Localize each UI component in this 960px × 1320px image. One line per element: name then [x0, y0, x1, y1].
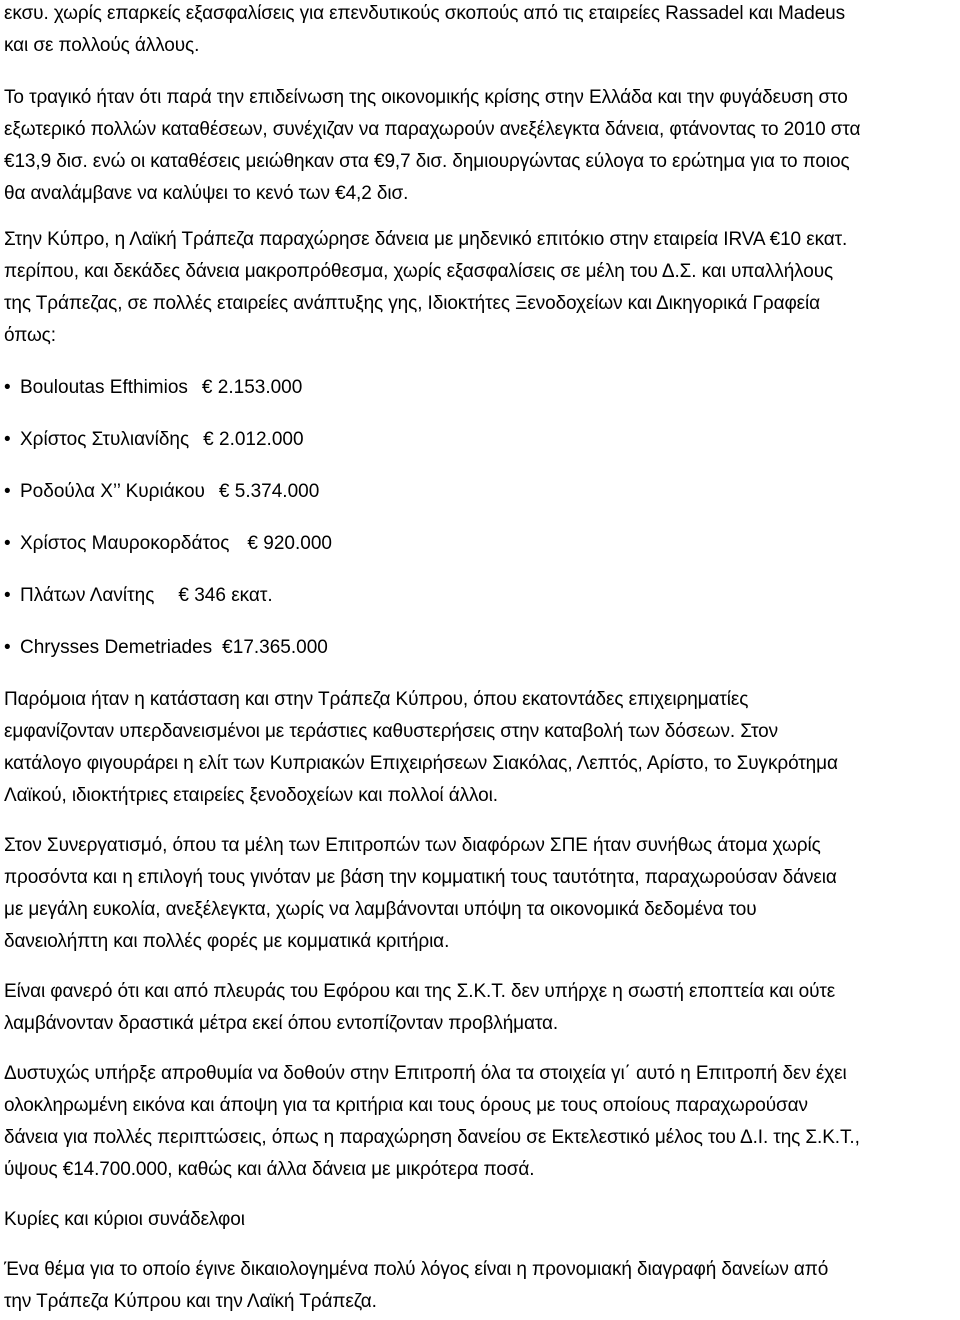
- list-item: [4, 478, 319, 506]
- bullet-icon: •: [4, 637, 11, 658]
- bullet-icon: •: [4, 429, 11, 450]
- list-item-amount: 2.153.000: [217, 377, 303, 398]
- list-item: [4, 634, 328, 662]
- text-line: Είναι φανερό ότι και από πλευράς του Εφόρου και της Σ.Κ.Τ. δεν υπήρχε η σωστή εποπτεία και ούτε: [4, 981, 836, 1002]
- text-line: λαμβάνονταν δραστικά μέτρα εκεί όπου εντοπίζονταν προβλήματα.: [4, 1013, 559, 1034]
- text-line: κατάλογο φιγουράρει η ελίτ των Κυπριακών Επιχειρήσεων Σιακόλας, Λεπτός, Αρίστο, το Συγκρότημα: [4, 753, 838, 774]
- list-item-name: Χρίστος Μαυροκορδάτος: [20, 533, 230, 554]
- text-line: θα αναλάμβανε να καλύψει το κενό των €4,2 δισ.: [4, 183, 409, 204]
- bullet-icon: •: [4, 585, 11, 606]
- text-line: όπως:: [4, 325, 56, 346]
- text-line: Ένα θέμα για το οποίο έγινε δικαιολογημένα πολύ λόγος είναι η προνομιακή διαγραφή δανείων από: [4, 1259, 829, 1280]
- text-line: περίπου, και δεκάδες δάνεια μακροπρόθεσμα, χωρίς εξασφαλίσεις σε μέλη του Δ.Σ. και υπαλλήλους: [4, 261, 834, 282]
- list-item-amount: 2.012.000: [219, 429, 304, 450]
- text-line: δανειολήπτη και πολλές φορές με κομματικά κριτήρια.: [4, 931, 450, 952]
- euro-icon: €: [203, 429, 214, 450]
- euro-icon: €: [222, 637, 233, 658]
- text-line: και σε πολλούς άλλους.: [4, 35, 200, 56]
- list-item-name: Bouloutas Efthimios: [20, 377, 188, 398]
- list-item: [4, 530, 332, 558]
- text-line: Στην Κύπρο, η Λαϊκή Τράπεζα παραχώρησε δάνεια με μηδενικό επιτόκιο στην εταιρεία IRVA €10 εκατ.: [4, 229, 848, 250]
- list-item-amount: 17.365.000: [232, 637, 328, 658]
- text-line: Στον Συνεργατισμό, όπου τα μέλη των Επιτροπών των διαφόρων ΣΠΕ ήταν συνήθως άτομα χωρίς: [4, 835, 821, 856]
- text-line: €13,9 δισ. ενώ οι καταθέσεις μειώθηκαν στα €9,7 δισ. δημιουργώντας εύλογα το ερώτημα για το ποιος: [4, 151, 850, 172]
- text-line: προσόντα και η επιλογή τους γινόταν με βάση την κομματική τους ταυτότητα, παραχωρούσαν δάνεια: [4, 867, 837, 888]
- euro-icon: €: [201, 377, 213, 398]
- list-item-name: Ροδούλα Χ’’ Κυριάκου: [20, 481, 205, 502]
- bullet-icon: •: [4, 481, 11, 502]
- text-line: Το τραγικό ήταν ότι παρά την επιδείνωση της οικονομικής κρίσης στην Ελλάδα και την φυγάδευση στο: [4, 87, 848, 108]
- text-line: Λαϊκού, ιδιοκτήτριες εταιρείες ξενοδοχείων και πολλοί άλλοι.: [4, 785, 498, 806]
- list-item-amount: 920.000: [263, 533, 332, 554]
- text-line: εμφανίζονταν υπερδανεισμένοι με τεράστιες καθυστερήσεις στην καταβολή των δόσεων. Στον: [4, 721, 778, 742]
- text-line: Κυρίες και κύριοι συνάδελφοι: [4, 1209, 245, 1230]
- text-line: ύψους €14.700.000, καθώς και άλλα δάνεια με μικρότερα ποσά.: [4, 1159, 535, 1180]
- text-line: Παρόμοια ήταν η κατάσταση και στην Τράπεζα Κύπρου, όπου εκατοντάδες επιχειρηματίες: [4, 689, 749, 710]
- euro-icon: €: [218, 481, 230, 502]
- bullet-icon: •: [4, 377, 11, 398]
- list-item-name: Χρίστος Στυλιανίδης: [20, 429, 190, 450]
- euro-icon: €: [247, 533, 258, 554]
- text-line: εξωτερικό πολλών καταθέσεων, συνέχιζαν να παραχωρούν ανεξέλεγκτα δάνεια, φτάνοντας το 2010 στα: [4, 119, 861, 140]
- text-line: την Τράπεζα Κύπρου και την Λαϊκή Τράπεζα.: [4, 1291, 377, 1312]
- list-item: [4, 374, 302, 402]
- euro-icon: €: [178, 585, 189, 606]
- list-item-name: Πλάτων Λανίτης: [20, 585, 155, 606]
- text-line: με μεγάλη ευκολία, ανεξέλεγκτα, χωρίς να λαμβάνονται υπόψη τα οικονομικά δεδομένα του: [4, 899, 757, 920]
- list-item-name: Chrysses Demetriades: [20, 637, 213, 658]
- list-item: [4, 582, 273, 610]
- list-item: [4, 426, 304, 454]
- bullet-icon: •: [4, 533, 11, 554]
- text-line: Δυστυχώς υπήρξε απροθυμία να δοθούν στην Επιτροπή όλα τα στοιχεία γι΄ αυτό η Επιτροπή δεν έχει: [4, 1063, 847, 1084]
- text-line: δάνεια για πολλές περιπτώσεις, όπως η παραχώρηση δανείου σε Εκτελεστικό μέλος του Δ.Ι. της Σ.Κ.Τ.,: [4, 1127, 860, 1148]
- list-item-amount: 346 εκατ.: [194, 585, 273, 606]
- text-line: της Τράπεζας, σε πολλές εταιρείες ανάπτυξης γης, Ιδιοκτήτες Ξενοδοχείων και Δικηγορικά Γραφεία: [4, 293, 821, 314]
- text-line: εκσυ. χωρίς επαρκείς εξασφαλίσεις για επενδυτικούς σκοπούς από τις εταιρείες Rassadel και Madeus: [4, 3, 846, 24]
- text-line: ολοκληρωμένη εικόνα και άποψη για τα κριτήρια και τους όρους με τους οποίους παραχωρούσαν: [4, 1095, 808, 1116]
- list-item-amount: 5.374.000: [234, 481, 320, 502]
